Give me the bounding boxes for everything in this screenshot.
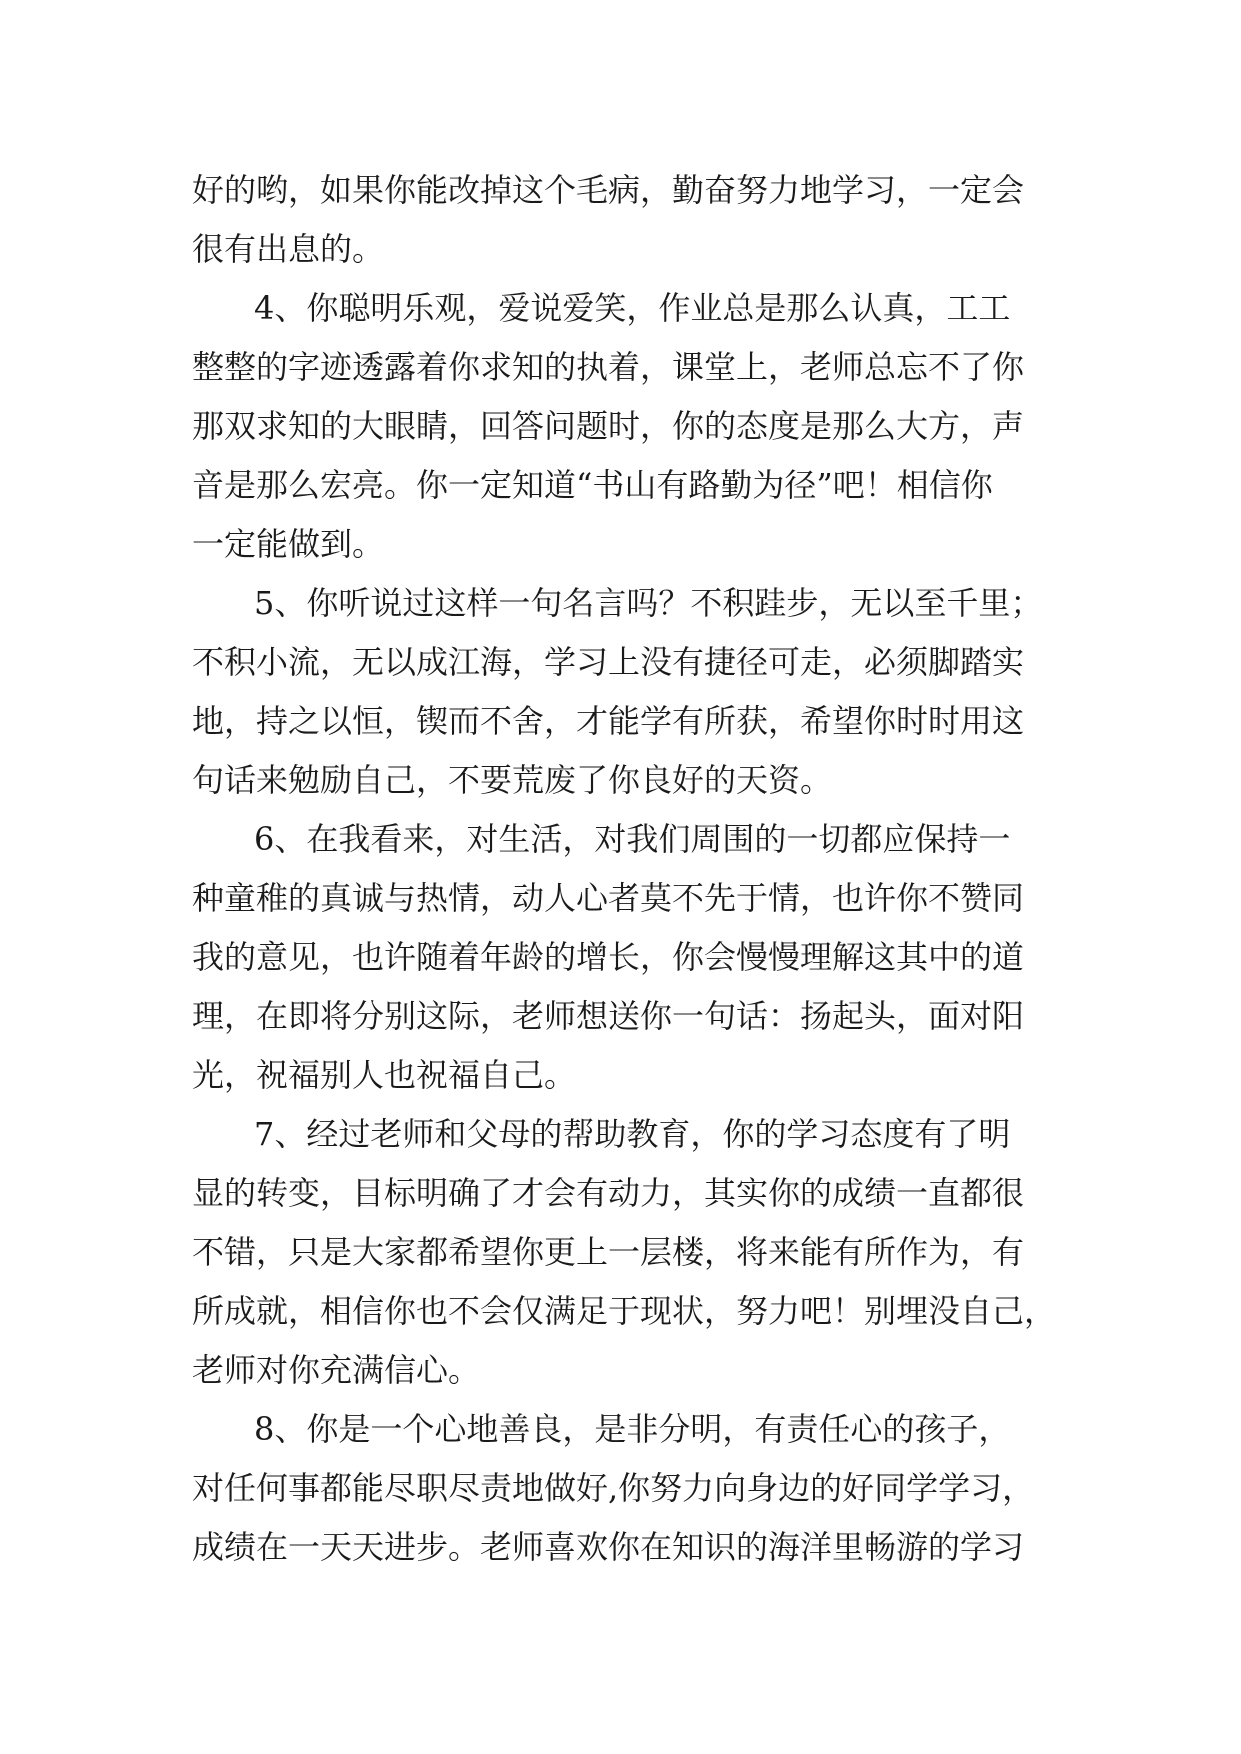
text-line: 不积小流，无以成江海，学习上没有捷径可走，必须脚踏实 <box>192 643 1025 681</box>
text-line: 显的转变，目标明确了才会有动力，其实你的成绩一直都很 <box>192 1174 1025 1212</box>
text-line: 成绩在一天天进步。老师喜欢你在知识的海洋里畅游的学习 <box>192 1528 1025 1566</box>
text-line: 那双求知的大眼睛，回答问题时，你的态度是那么大方，声 <box>192 407 1025 445</box>
paragraph-first-line: 8、你是一个心地善良，是非分明，有责任心的孩子， <box>254 1410 1011 1448</box>
text-line: 所成就，相信你也不会仅满足于现状，努力吧！别埋没自己， <box>192 1292 1057 1330</box>
paragraph-first-line: 6、在我看来，对生活，对我们周围的一切都应保持一 <box>254 820 1011 858</box>
text-line: 地，持之以恒，锲而不舍，才能学有所获，希望你时时用这 <box>192 702 1025 740</box>
text-line: 好的哟，如果你能改掉这个毛病，勤奋努力地学习，一定会 <box>192 171 1025 209</box>
paragraph-first-line: 7、经过老师和父母的帮助教育，你的学习态度有了明 <box>254 1115 1011 1153</box>
text-line: 老师对你充满信心。 <box>192 1351 481 1389</box>
text-line: 光，祝福别人也祝福自己。 <box>192 1056 577 1094</box>
text-line: 不错，只是大家都希望你更上一层楼，将来能有所作为，有 <box>192 1233 1025 1271</box>
text-line: 对任何事都能尽职尽责地做好,你努力向身边的好同学学习， <box>192 1469 1035 1507</box>
text-line: 整整的字迹透露着你求知的执着，课堂上，老师总忘不了你 <box>192 348 1025 386</box>
document-page <box>192 161 1060 1577</box>
paragraph-first-line: 4、你聪明乐观，爱说爱笑，作业总是那么认真，工工 <box>254 289 1011 327</box>
text-line: 种童稚的真诚与热情，动人心者莫不先于情，也许你不赞同 <box>192 879 1025 917</box>
text-line: 很有出息的。 <box>192 230 385 268</box>
text-line: 句话来勉励自己，不要荒废了你良好的天资。 <box>192 761 833 799</box>
text-line: 一定能做到。 <box>192 525 385 563</box>
text-line: 我的意见，也许随着年龄的增长，你会慢慢理解这其中的道 <box>192 938 1025 976</box>
paragraph-first-line: 5、你听说过这样一句名言吗？不积跬步，无以至千里； <box>254 584 1043 622</box>
text-line: 音是那么宏亮。你一定知道“书山有路勤为径”吧！相信你 <box>192 466 993 504</box>
text-line: 理，在即将分别这际，老师想送你一句话：扬起头，面对阳 <box>192 997 1025 1035</box>
